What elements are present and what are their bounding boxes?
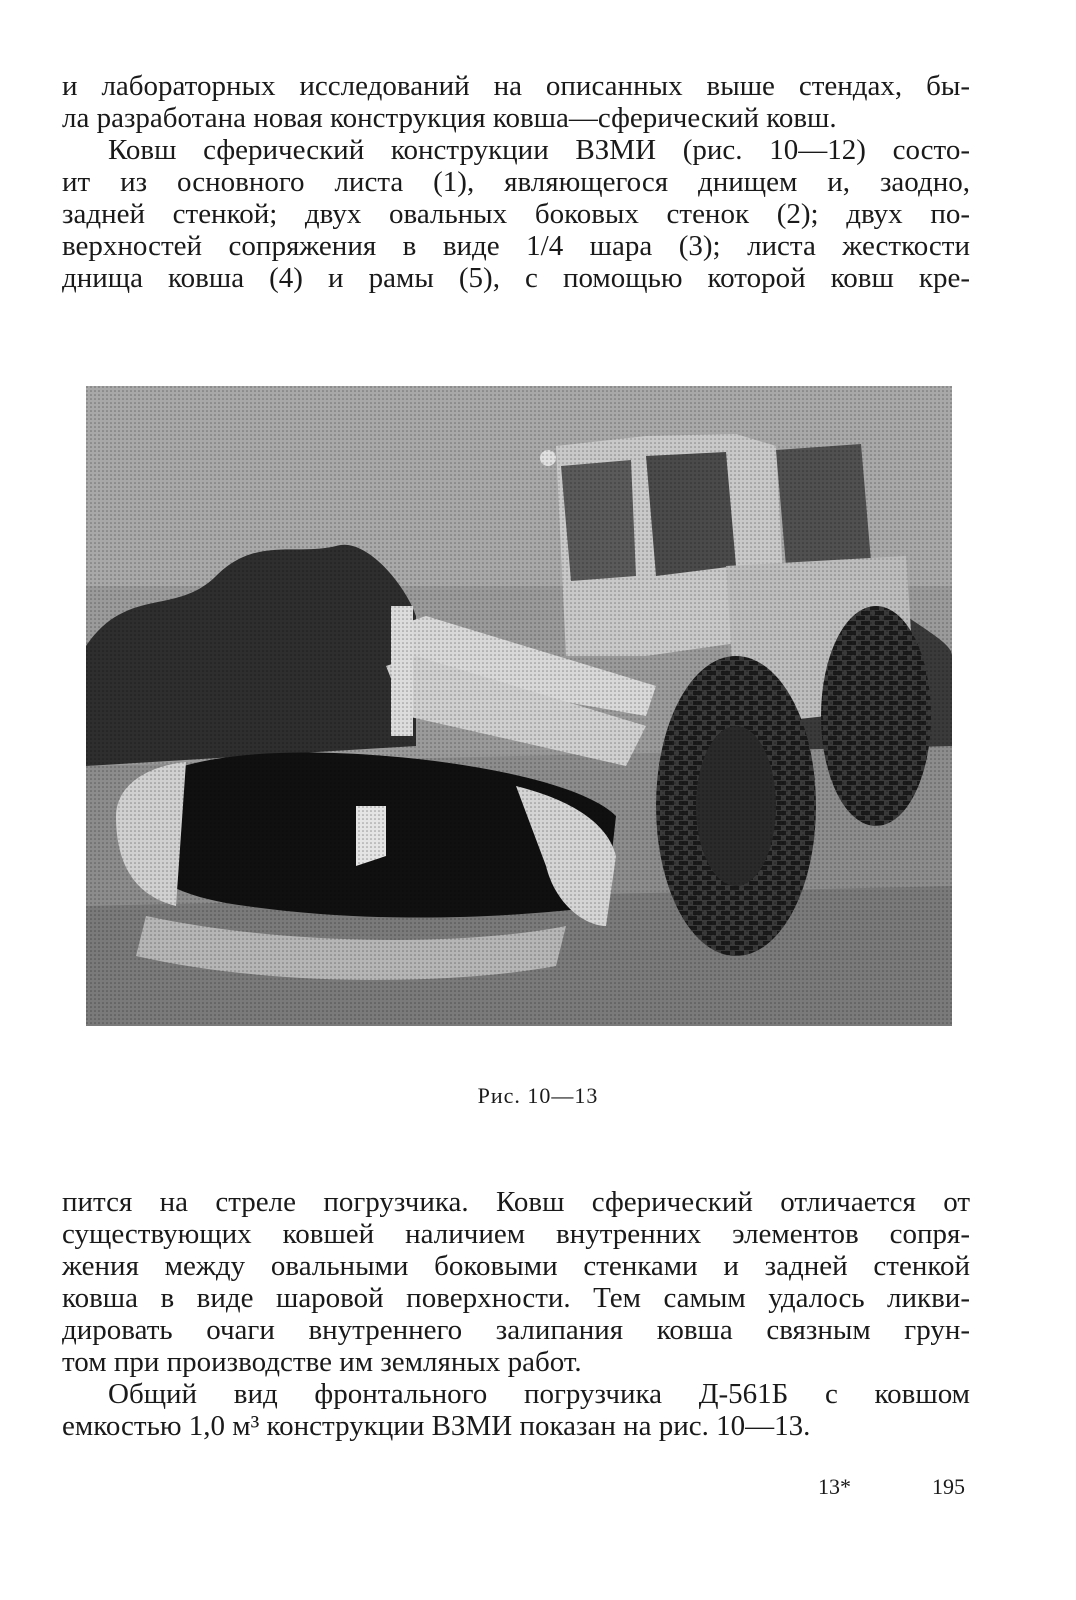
text-line: жения между овальными боковыми стенками и задней стенкой [62, 1250, 970, 1282]
text-line: верхностей сопряжения в виде 1/4 шара (3); листа жесткости [62, 230, 970, 262]
signature-mark: 13* [818, 1474, 851, 1499]
figure-caption: Рис. 10—13 [477, 1083, 599, 1108]
text-line: ковша в виде шаровой поверхности. Тем самым удалось ликви- [62, 1282, 970, 1314]
top-paragraph [62, 70, 970, 294]
text-line: пится на стреле погрузчика. Ковш сферический отличается от [62, 1186, 970, 1218]
text-line: Ковш сферический конструкции ВЗМИ (рис. 10—12) состо- [108, 134, 970, 166]
text-line: дировать очаги внутреннего залипания ковша связным грун- [62, 1314, 970, 1346]
text-line: ла разработана новая конструкция ковша—сферический ковш. [62, 102, 837, 134]
text-line: ит из основного листа (1), являющегося днищем и, заодно, [62, 166, 970, 198]
text-line: Общий вид фронтального погрузчика Д-561Б с ковшом [108, 1378, 970, 1410]
text-line: существующих ковшей наличием внутренних элементов сопря- [62, 1218, 970, 1250]
page-number: 195 [932, 1474, 965, 1499]
text-line: емкостью 1,0 м³ конструкции ВЗМИ показан на рис. 10—13. [62, 1410, 811, 1442]
text-line: задней стенкой; двух овальных боковых стенок (2); двух по- [62, 198, 970, 230]
text-line: и лабораторных исследований на описанных выше стендах, бы- [62, 70, 970, 102]
bottom-paragraph [62, 1186, 970, 1442]
text-line: том при производстве им земляных работ. [62, 1346, 582, 1378]
loader-photo [86, 386, 952, 1026]
text-line: днища ковша (4) и рамы (5), с помощью которой ковш кре- [62, 262, 970, 294]
